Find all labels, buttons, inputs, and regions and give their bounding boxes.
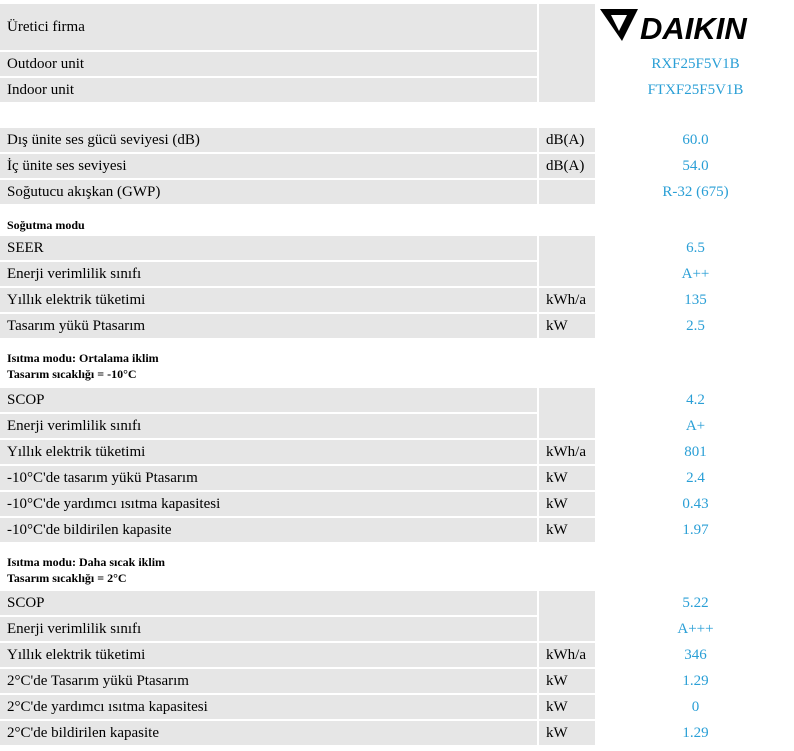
row-label: 2°C'de bildirilen kapasite: [0, 721, 537, 745]
row-value: A+: [597, 414, 794, 438]
row-value: 4.2: [597, 388, 794, 412]
logo-spacer-cell: [539, 4, 595, 102]
row-value: 346: [597, 643, 794, 667]
row-label: Enerji verimlilik sınıfı: [0, 414, 537, 438]
indoor-unit-value: FTXF25F5V1B: [597, 78, 794, 102]
row-unit: kWh/a: [539, 288, 595, 312]
row-label: Tasarım yükü Ptasarım: [0, 314, 537, 338]
row-value: A+++: [597, 617, 794, 641]
row-value: 1.29: [597, 669, 794, 693]
row-label: 2°C'de yardımcı ısıtma kapasitesi: [0, 695, 537, 719]
row-value: R-32 (675): [597, 180, 794, 204]
row-unit: [539, 591, 595, 641]
row-value: 6.5: [597, 236, 794, 260]
heating-warm-subtitle: Tasarım sıcaklığı = 2°C: [7, 571, 127, 585]
row-value: 2.5: [597, 314, 794, 338]
row-label: Enerji verimlilik sınıfı: [0, 262, 537, 286]
cooling-section-title: Soğutma modu: [7, 218, 85, 232]
row-label: İç ünite ses seviyesi: [0, 154, 537, 178]
row-value: 0.43: [597, 492, 794, 516]
row-label: SCOP: [0, 388, 537, 412]
row-label: Soğutucu akışkan (GWP): [0, 180, 537, 204]
row-label: 2°C'de Tasarım yükü Ptasarım: [0, 669, 537, 693]
outdoor-unit-value: RXF25F5V1B: [597, 52, 794, 76]
row-value: 135: [597, 288, 794, 312]
row-unit: dB(A): [539, 128, 595, 152]
row-label: -10°C'de tasarım yükü Ptasarım: [0, 466, 537, 490]
row-unit: kW: [539, 466, 595, 490]
row-unit: kW: [539, 492, 595, 516]
outdoor-unit-label: Outdoor unit: [0, 52, 537, 76]
row-label: Yıllık elektrik tüketimi: [0, 643, 537, 667]
row-value: 60.0: [597, 128, 794, 152]
row-label: -10°C'de yardımcı ısıtma kapasitesi: [0, 492, 537, 516]
row-unit: dB(A): [539, 154, 595, 178]
row-label: SEER: [0, 236, 537, 260]
indoor-unit-label: Indoor unit: [0, 78, 537, 102]
row-unit: kW: [539, 669, 595, 693]
row-value: 1.29: [597, 721, 794, 745]
row-value: A++: [597, 262, 794, 286]
row-unit: [539, 388, 595, 438]
row-unit: kW: [539, 721, 595, 745]
row-unit: kWh/a: [539, 643, 595, 667]
row-unit: kW: [539, 518, 595, 542]
heating-avg-title: Isıtma modu: Ortalama iklim: [7, 351, 159, 365]
row-value: 1.97: [597, 518, 794, 542]
heating-warm-title: Isıtma modu: Daha sıcak iklim: [7, 555, 166, 569]
heating-avg-subtitle: Tasarım sıcaklığı = -10°C: [7, 367, 137, 381]
daikin-logo: [600, 7, 792, 47]
row-label: Enerji verimlilik sınıfı: [0, 617, 537, 641]
daikin-logo-text: DAIKIN: [640, 11, 747, 46]
row-value: 2.4: [597, 466, 794, 490]
daikin-logo-icon: [600, 7, 792, 47]
row-unit: kW: [539, 314, 595, 338]
row-unit: kW: [539, 695, 595, 719]
row-label: SCOP: [0, 591, 537, 615]
row-value: 801: [597, 440, 794, 464]
row-value: 0: [597, 695, 794, 719]
row-label: Yıllık elektrik tüketimi: [0, 440, 537, 464]
manufacturer-label: Üretici firma: [0, 4, 537, 50]
row-unit: [539, 236, 595, 286]
row-unit: [539, 180, 595, 204]
row-unit: kWh/a: [539, 440, 595, 464]
row-value: 5.22: [597, 591, 794, 615]
row-label: Dış ünite ses gücü seviyesi (dB): [0, 128, 537, 152]
row-value: 54.0: [597, 154, 794, 178]
row-label: -10°C'de bildirilen kapasite: [0, 518, 537, 542]
row-label: Yıllık elektrik tüketimi: [0, 288, 537, 312]
